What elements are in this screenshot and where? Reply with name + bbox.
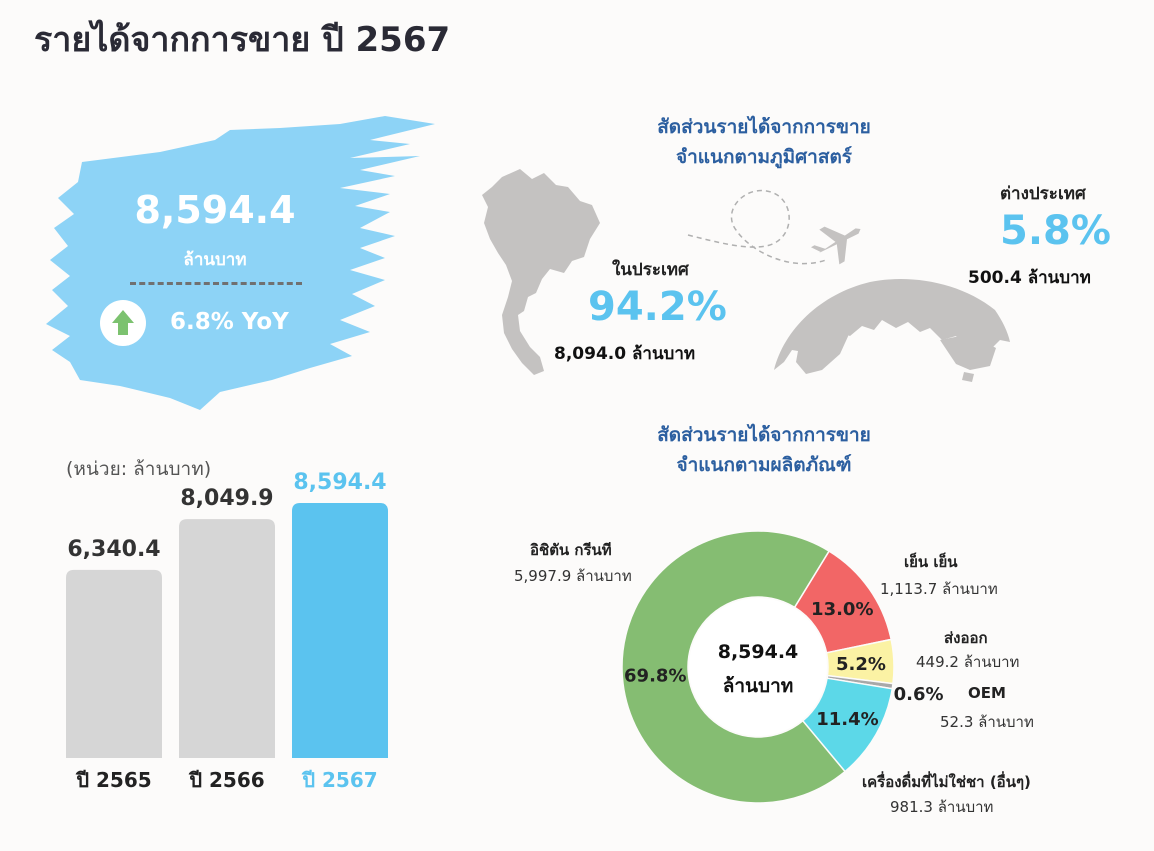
donut-pct-label-3: 0.6% <box>893 683 944 705</box>
overseas-amount: 500.4 ล้านบาท <box>968 268 1091 288</box>
donut-center-unit: ล้านบาท <box>722 675 794 697</box>
kpi-yoy-growth: 6.8% YoY <box>170 309 289 335</box>
geo-section-header <box>594 112 934 172</box>
page-title: รายได้จากการขาย ปี 2567 <box>34 20 451 60</box>
bar-value-label-0: 6,340.4 <box>67 536 161 562</box>
domestic-pct: 94.2% <box>588 284 727 330</box>
overseas-label: ต่างประเทศ <box>1000 184 1086 204</box>
donut-hole <box>689 598 827 736</box>
slice-amount-oem: 52.3 ล้านบาท <box>940 713 1034 731</box>
kpi-total-value: 8,594.4 <box>134 188 296 232</box>
donut-pct-label-4: 11.4% <box>816 709 879 731</box>
slice-label-export: ส่งออก <box>944 629 988 647</box>
slice-label-yenyen: เย็น เย็น <box>904 553 958 571</box>
bar-value-label-2: 8,594.4 <box>293 470 387 495</box>
revenue-bar-chart <box>40 455 410 805</box>
slice-amount-ichitan: 5,997.9 ล้านบาท <box>514 567 632 585</box>
bar-1 <box>179 519 275 758</box>
bar-2 <box>292 503 388 758</box>
bar-0 <box>66 570 162 758</box>
product-section-header <box>594 420 934 480</box>
product-header-line1: สัดส่วนรายได้จากการขาย <box>657 424 871 446</box>
geo-header-line2: จำแนกตามภูมิศาสตร์ <box>676 146 852 168</box>
product-header-line2: จำแนกตามผลิตภัณฑ์ <box>676 454 852 476</box>
kpi-divider <box>130 282 302 285</box>
slice-label-ichitan: อิชิตัน กรีนที <box>530 541 612 559</box>
bar-category-label-0: ปี 2565 <box>76 768 152 792</box>
kpi-total-unit: ล้านบาท <box>183 250 247 270</box>
slice-amount-yenyen: 1,113.7 ล้านบาท <box>880 580 998 598</box>
slice-amount-nontea: 981.3 ล้านบาท <box>890 798 994 816</box>
bar-category-label-2: ปี 2567 <box>302 768 378 792</box>
geo-header-line1: สัดส่วนรายได้จากการขาย <box>657 116 871 138</box>
arrow-up-icon <box>100 300 146 346</box>
slice-label-nontea: เครื่องดื่มที่ไม่ใช่ชา (อื่นๆ) <box>862 773 1031 791</box>
domestic-label: ในประเทศ <box>612 260 689 280</box>
donut-center-value: 8,594.4 <box>717 641 799 663</box>
bar-category-label-1: ปี 2566 <box>189 768 265 792</box>
domestic-amount: 8,094.0 ล้านบาท <box>554 344 696 364</box>
flight-path-icon <box>686 180 876 280</box>
donut-pct-label-2: 5.2% <box>835 653 886 675</box>
bar-value-label-1: 8,049.9 <box>180 486 274 512</box>
slice-amount-export: 449.2 ล้านบาท <box>916 653 1020 671</box>
slice-label-oem: OEM <box>968 684 1006 702</box>
bar-unit-note: (หน่วย: ล้านบาท) <box>66 458 212 480</box>
donut-pct-label-1: 13.0% <box>811 598 874 620</box>
overseas-pct: 5.8% <box>1000 208 1111 254</box>
donut-pct-label-0: 69.8% <box>624 665 687 687</box>
